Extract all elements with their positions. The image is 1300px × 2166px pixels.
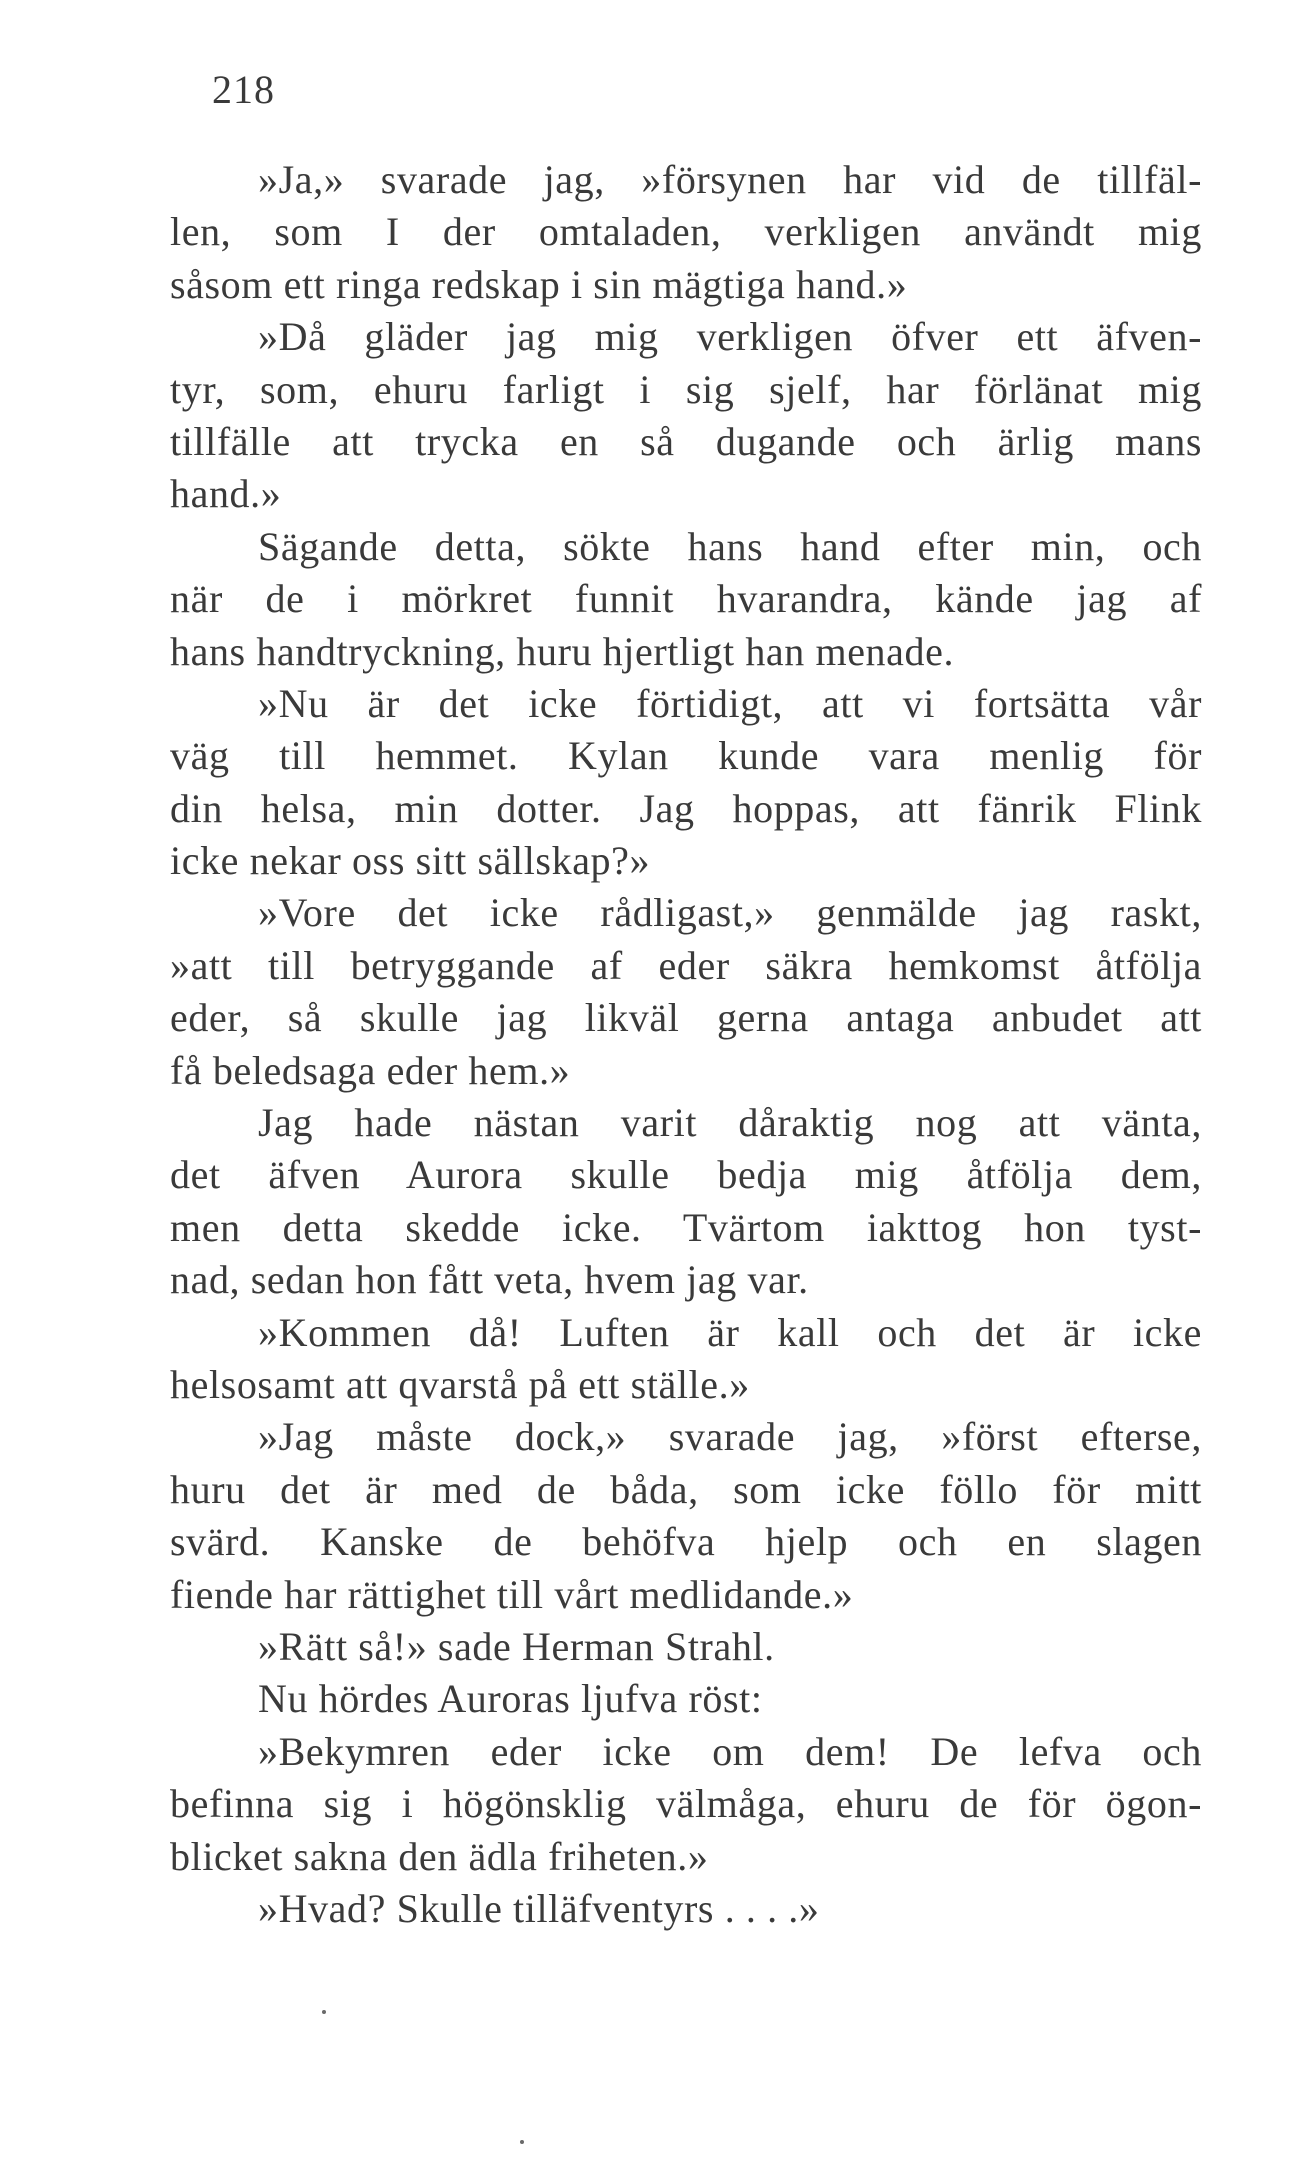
text-line: »Rätt så!» sade Herman Strahl. [258,1623,775,1669]
text-line: fiende har rättighet till vårt medlidande.» [170,1571,854,1617]
text-line: få beledsaga eder hem.» [170,1047,571,1093]
text-line: tillfälle att trycka en så dugande och ärlig mans [170,418,1202,464]
text-line: helsosamt att qvarstå på ett ställe.» [170,1361,750,1407]
text-line: »Vore det icke rådligast,» genmälde jag raskt, [258,890,1202,936]
text-line: hand.» [170,471,282,517]
text-line: men detta skedde icke. Tvärtom iakttog hon tyst- [170,1204,1202,1250]
text-line: det äfven Aurora skulle bedja mig åtfölja dem, [170,1152,1202,1198]
text-line: hans handtryckning, huru hjertligt han menade. [170,628,955,674]
body-text [170,154,1202,1935]
text-line: nad, sedan hon fått veta, hvem jag var. [170,1257,809,1303]
text-line: när de i mörkret funnit hvarandra, kände jag af [170,576,1202,622]
text-line: huru det är med de båda, som icke föllo för mitt [170,1466,1202,1512]
text-line: såsom ett ringa redskap i sin mägtiga hand.» [170,261,908,307]
text-line: väg till hemmet. Kylan kunde vara menlig för [170,733,1202,779]
text-line: »Kommen då! Luften är kall och det är icke [258,1309,1202,1355]
text-line: befinna sig i högönsklig välmåga, ehuru de för ögon- [170,1781,1202,1827]
text-line: Nu hördes Auroras ljufva röst: [258,1676,763,1722]
text-line: »Ja,» svarade jag, »försynen har vid de tillfäl- [258,157,1202,202]
text-line: Sägande detta, sökte hans hand efter min, och [258,523,1202,569]
text-line: icke nekar oss sitt sällskap?» [170,838,651,884]
text-line: eder, så skulle jag likväl gerna antaga anbudet att [170,995,1202,1041]
text-line: »att till betryggande af eder säkra hemkomst åtfölja [170,942,1202,988]
text-line: »Nu är det icke förtidigt, att vi fortsätta vår [258,680,1202,726]
text-line: »Jag måste dock,» svarade jag, »först efterse, [258,1414,1202,1460]
text-line: Jag hade nästan varit dåraktig nog att vänta, [258,1100,1202,1146]
text-line: tyr, som, ehuru farligt i sig sjelf, har förlänat mig [170,366,1202,412]
text-line: blicket sakna den ädla friheten.» [170,1833,709,1879]
text-line: svärd. Kanske de behöfva hjelp och en slagen [170,1519,1202,1565]
text-line: »Hvad? Skulle tilläfventyrs . . . .» [258,1885,820,1931]
page-number: 218 [212,67,275,112]
text-line: len, som I der omtaladen, verkligen användt mig [170,209,1202,255]
text-line: din helsa, min dotter. Jag hoppas, att fänrik Flink [170,785,1202,831]
print-speck [322,2010,326,2014]
text-line: »Bekymren eder icke om dem! De lefva och [258,1728,1202,1774]
text-line: »Då gläder jag mig verkligen öfver ett äfven- [258,314,1202,360]
print-speck [520,2140,524,2144]
